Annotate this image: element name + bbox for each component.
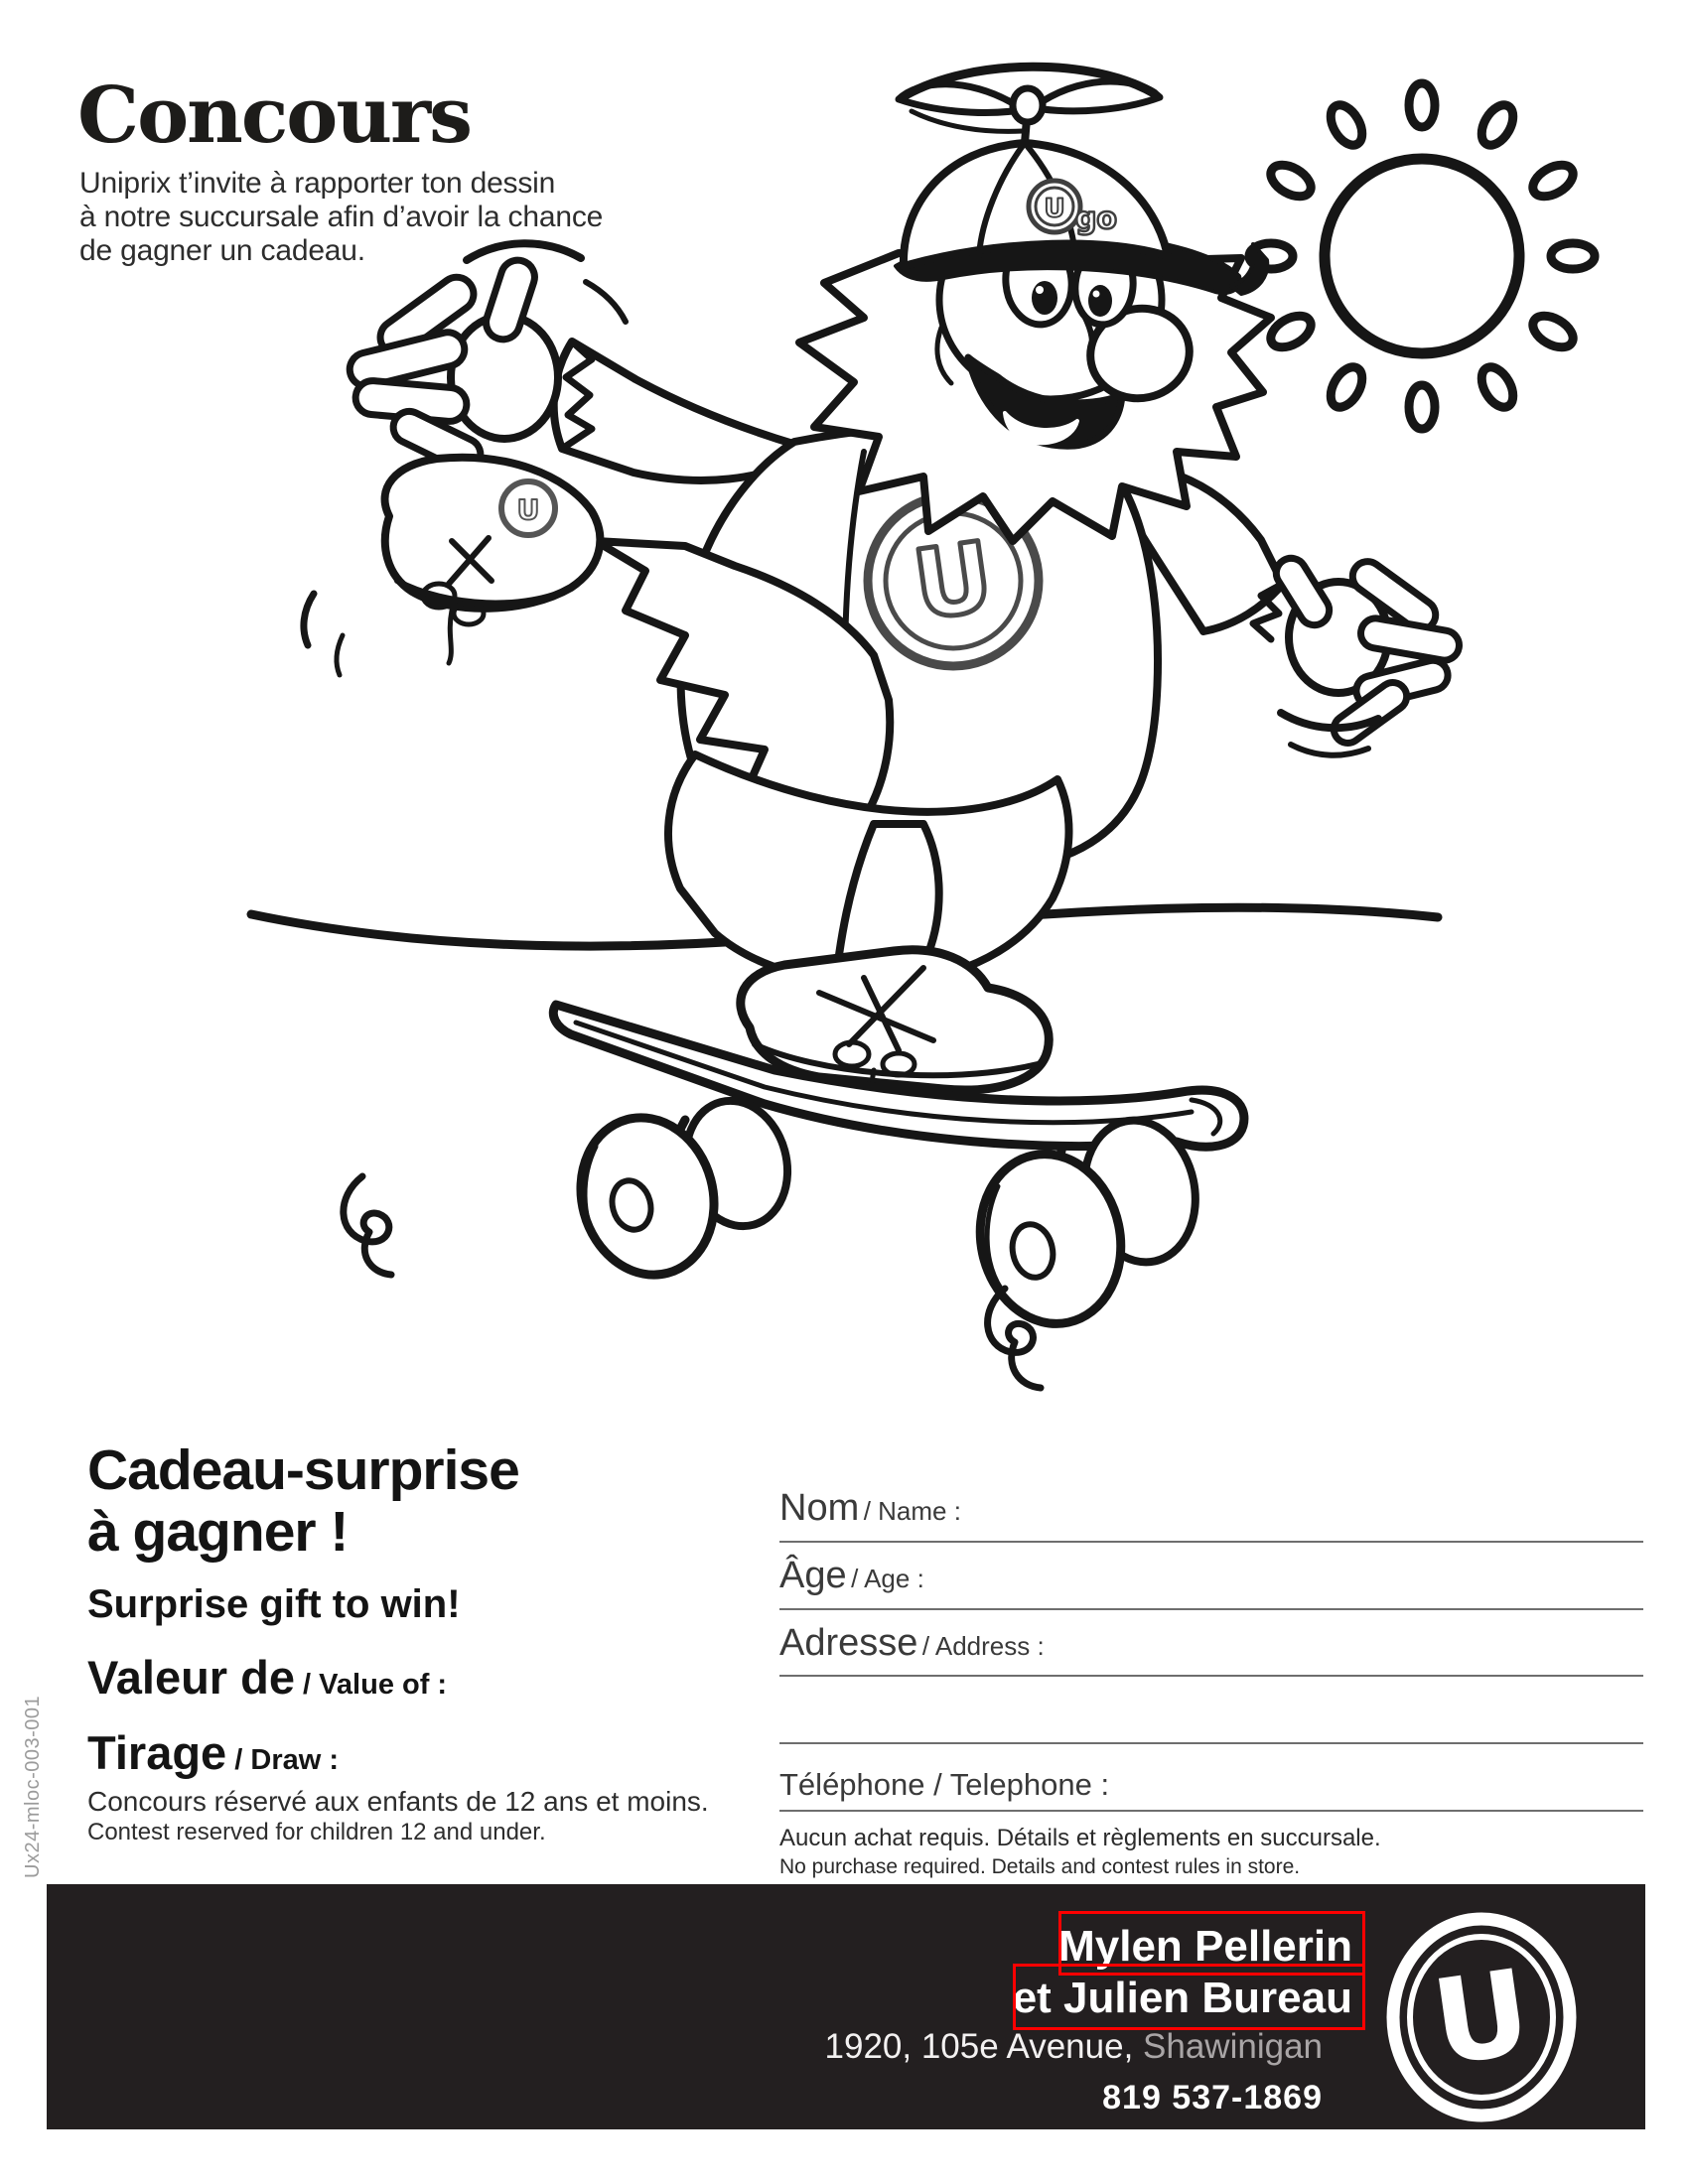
value-row <box>87 1650 447 1705</box>
store-owner-line2: et Julien Bureau <box>1012 1974 1352 2022</box>
skate-logo-letter: U <box>516 493 540 526</box>
roller-skate-shoe <box>304 458 600 675</box>
intro-line-3: de gagner un cadeau. <box>79 234 365 267</box>
intro-line-2: à notre succursale afin d’avoir la chance <box>79 201 604 233</box>
name-write-line <box>779 1541 1643 1543</box>
uniprix-logo-icon <box>1385 1911 1579 2124</box>
cap-logo-suffix: go <box>1074 202 1118 236</box>
promo-headline-line2: à gagner ! <box>87 1500 349 1564</box>
value-label-fr: Valeur de <box>87 1651 295 1704</box>
phone-write-line <box>779 1810 1643 1812</box>
draw-label-fr: Tirage <box>87 1726 227 1779</box>
promo-subhead-en: Surprise gift to win! <box>87 1582 461 1626</box>
store-owner-line1: Mylen Pellerin <box>1058 1922 1352 1971</box>
page-title: Concours <box>77 70 472 161</box>
field-label-phone: Téléphone / Telephone : <box>779 1767 1110 1802</box>
age-write-line <box>779 1608 1643 1610</box>
medallion-letter: U <box>907 520 1000 642</box>
production-code: Ux24-mloc-003-001 <box>22 1695 44 1878</box>
legal-text-fr: Aucun achat requis. Détails et règlements en succursale. <box>779 1825 1381 1851</box>
store-address <box>825 2027 1323 2067</box>
mascot-left-arm <box>347 243 800 480</box>
field-label-address: Adresse / Address : <box>779 1622 1045 1664</box>
propeller-cap <box>896 67 1267 294</box>
sun-icon <box>1249 83 1595 429</box>
cap-logo-letter: U <box>1044 194 1065 224</box>
promo-headline <box>87 1439 519 1563</box>
address-write-line-2 <box>779 1742 1643 1744</box>
legal-text-en: No purchase required. Details and contest rules in store. <box>779 1855 1301 1878</box>
intro-line-1: Uniprix t’invite à rapporter ton dessin <box>79 167 556 200</box>
draw-row <box>87 1725 339 1780</box>
mascot-skateboard-illustration <box>179 60 1668 1459</box>
store-address-street: 1920, 105e Avenue, <box>824 2027 1144 2066</box>
store-phone: 819 537-1869 <box>1102 2079 1323 2116</box>
store-address-city: Shawinigan <box>1143 2027 1323 2066</box>
draw-label-en: / Draw : <box>226 1744 340 1776</box>
skate-u-logo <box>501 481 555 535</box>
reserve-note-fr: Concours réservé aux enfants de 12 ans et moins. <box>87 1786 709 1817</box>
field-label-name: Nom / Name : <box>779 1487 961 1529</box>
uniprix-logo-letter: U <box>1424 1943 1539 2093</box>
annotation-box-owner-line2 <box>1013 1964 1365 2030</box>
value-label-en: / Value of : <box>295 1669 448 1701</box>
promo-headline-line1: Cadeau-surprise <box>87 1438 519 1502</box>
address-write-line <box>779 1675 1643 1677</box>
reserve-note-en: Contest reserved for children 12 and under. <box>87 1819 546 1845</box>
field-label-age: Âge / Age : <box>779 1555 924 1596</box>
